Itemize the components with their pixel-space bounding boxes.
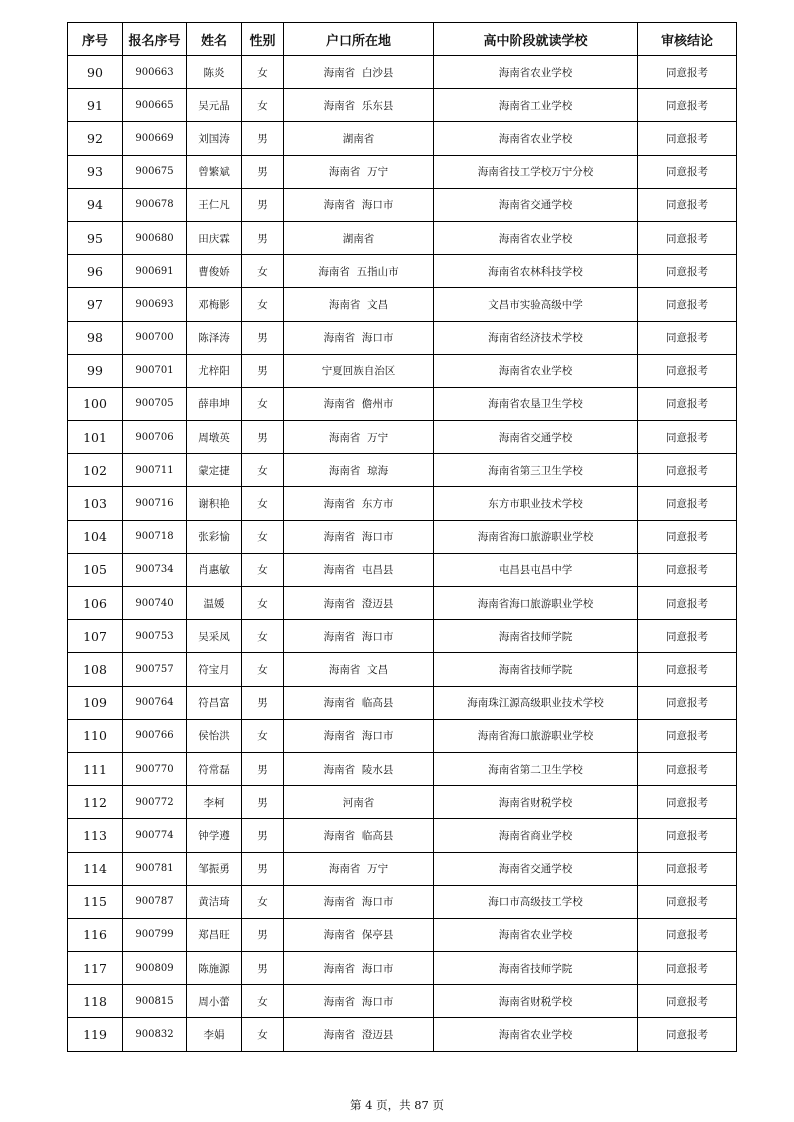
household-cell: 湖南省	[284, 221, 434, 254]
table-row	[68, 520, 737, 553]
table-row	[68, 89, 737, 122]
seq-cell: 97	[68, 288, 123, 321]
seq-cell: 107	[68, 620, 123, 653]
gender-cell: 男	[242, 752, 284, 785]
gender-cell: 女	[242, 653, 284, 686]
seq-cell: 98	[68, 321, 123, 354]
reg-no-cell: 900718	[123, 520, 187, 553]
school-cell: 海南省农业学校	[434, 354, 638, 387]
seq-cell: 91	[68, 89, 123, 122]
reg-no-cell: 900675	[123, 155, 187, 188]
table-row	[68, 719, 737, 752]
name-cell: 符常磊	[187, 752, 242, 785]
header-household: 户口所在地	[284, 23, 434, 56]
table-row	[68, 885, 737, 918]
gender-cell: 女	[242, 620, 284, 653]
table-row	[68, 387, 737, 420]
school-cell: 海南省交通学校	[434, 421, 638, 454]
school-cell: 海南省技师学院	[434, 653, 638, 686]
seq-cell: 106	[68, 587, 123, 620]
reg-no-cell: 900734	[123, 553, 187, 586]
result-cell: 同意报考	[638, 188, 737, 221]
seq-cell: 118	[68, 985, 123, 1018]
header-result: 审核结论	[638, 23, 737, 56]
table-row	[68, 952, 737, 985]
household-cell: 海南省 屯昌县	[284, 553, 434, 586]
household-cell: 海南省 琼海	[284, 454, 434, 487]
result-cell: 同意报考	[638, 321, 737, 354]
result-cell: 同意报考	[638, 918, 737, 951]
name-cell: 李柯	[187, 786, 242, 819]
school-cell: 海南省技师学院	[434, 952, 638, 985]
name-cell: 肖惠敏	[187, 553, 242, 586]
seq-cell: 100	[68, 387, 123, 420]
reg-no-cell: 900716	[123, 487, 187, 520]
gender-cell: 女	[242, 89, 284, 122]
seq-cell: 116	[68, 918, 123, 951]
table-row	[68, 354, 737, 387]
household-cell: 海南省 儋州市	[284, 387, 434, 420]
household-cell: 海南省 文昌	[284, 653, 434, 686]
reg-no-cell: 900669	[123, 122, 187, 155]
household-cell: 海南省 海口市	[284, 952, 434, 985]
reg-no-cell: 900711	[123, 454, 187, 487]
name-cell: 邓梅影	[187, 288, 242, 321]
table-row	[68, 918, 737, 951]
name-cell: 郑昌旺	[187, 918, 242, 951]
school-cell: 海南省交通学校	[434, 852, 638, 885]
reg-no-cell: 900832	[123, 1018, 187, 1051]
reg-no-cell: 900781	[123, 852, 187, 885]
gender-cell: 女	[242, 553, 284, 586]
name-cell: 陈炎	[187, 56, 242, 89]
gender-cell: 男	[242, 354, 284, 387]
school-cell: 海南省工业学校	[434, 89, 638, 122]
name-cell: 符昌富	[187, 686, 242, 719]
gender-cell: 男	[242, 952, 284, 985]
header-reg-no: 报名序号	[123, 23, 187, 56]
header-gender: 性别	[242, 23, 284, 56]
reg-no-cell: 900693	[123, 288, 187, 321]
name-cell: 吴采凤	[187, 620, 242, 653]
school-cell: 海口市高级技工学校	[434, 885, 638, 918]
table-row	[68, 653, 737, 686]
name-cell: 周小蕾	[187, 985, 242, 1018]
name-cell: 温媛	[187, 587, 242, 620]
seq-cell: 105	[68, 553, 123, 586]
table-row	[68, 620, 737, 653]
reg-no-cell: 900799	[123, 918, 187, 951]
gender-cell: 女	[242, 520, 284, 553]
reg-no-cell: 900757	[123, 653, 187, 686]
gender-cell: 女	[242, 56, 284, 89]
reg-no-cell: 900753	[123, 620, 187, 653]
school-cell: 海南省第二卫生学校	[434, 752, 638, 785]
reg-no-cell: 900766	[123, 719, 187, 752]
school-cell: 海南省农垦卫生学校	[434, 387, 638, 420]
gender-cell: 女	[242, 719, 284, 752]
table-row	[68, 487, 737, 520]
seq-cell: 101	[68, 421, 123, 454]
gender-cell: 男	[242, 188, 284, 221]
name-cell: 黄洁琦	[187, 885, 242, 918]
table-row	[68, 553, 737, 586]
name-cell: 曹俊娇	[187, 255, 242, 288]
seq-cell: 111	[68, 752, 123, 785]
table-row	[68, 255, 737, 288]
result-cell: 同意报考	[638, 1018, 737, 1051]
table-row	[68, 1018, 737, 1051]
school-cell: 海南省技工学校万宁分校	[434, 155, 638, 188]
reg-no-cell: 900770	[123, 752, 187, 785]
school-cell: 海南省第三卫生学校	[434, 454, 638, 487]
household-cell: 海南省 海口市	[284, 719, 434, 752]
table-row	[68, 852, 737, 885]
household-cell: 海南省 澄迈县	[284, 1018, 434, 1051]
reg-no-cell: 900815	[123, 985, 187, 1018]
household-cell: 海南省 乐东县	[284, 89, 434, 122]
gender-cell: 女	[242, 587, 284, 620]
household-cell: 海南省 临高县	[284, 686, 434, 719]
reg-no-cell: 900705	[123, 387, 187, 420]
household-cell: 海南省 万宁	[284, 852, 434, 885]
household-cell: 湖南省	[284, 122, 434, 155]
result-cell: 同意报考	[638, 885, 737, 918]
result-cell: 同意报考	[638, 686, 737, 719]
table-row	[68, 56, 737, 89]
household-cell: 海南省 海口市	[284, 188, 434, 221]
gender-cell: 女	[242, 454, 284, 487]
seq-cell: 103	[68, 487, 123, 520]
gender-cell: 男	[242, 918, 284, 951]
name-cell: 尤梓阳	[187, 354, 242, 387]
reg-no-cell: 900740	[123, 587, 187, 620]
table-row	[68, 188, 737, 221]
table-row	[68, 454, 737, 487]
result-cell: 同意报考	[638, 454, 737, 487]
seq-cell: 109	[68, 686, 123, 719]
name-cell: 蒙定捷	[187, 454, 242, 487]
result-cell: 同意报考	[638, 89, 737, 122]
table-row	[68, 686, 737, 719]
seq-cell: 108	[68, 653, 123, 686]
gender-cell: 女	[242, 387, 284, 420]
household-cell: 海南省 保亭县	[284, 918, 434, 951]
household-cell: 海南省 东方市	[284, 487, 434, 520]
household-cell: 海南省 万宁	[284, 155, 434, 188]
household-cell: 海南省 海口市	[284, 520, 434, 553]
school-cell: 海南省农业学校	[434, 221, 638, 254]
result-cell: 同意报考	[638, 985, 737, 1018]
seq-cell: 112	[68, 786, 123, 819]
result-cell: 同意报考	[638, 952, 737, 985]
gender-cell: 男	[242, 686, 284, 719]
table-row	[68, 421, 737, 454]
header-name: 姓名	[187, 23, 242, 56]
school-cell: 海南省交通学校	[434, 188, 638, 221]
seq-cell: 115	[68, 885, 123, 918]
school-cell: 海南珠江源高级职业技术学校	[434, 686, 638, 719]
gender-cell: 男	[242, 155, 284, 188]
seq-cell: 104	[68, 520, 123, 553]
reg-no-cell: 900691	[123, 255, 187, 288]
result-cell: 同意报考	[638, 56, 737, 89]
household-cell: 海南省 文昌	[284, 288, 434, 321]
school-cell: 海南省经济技术学校	[434, 321, 638, 354]
name-cell: 王仁凡	[187, 188, 242, 221]
gender-cell: 女	[242, 487, 284, 520]
gender-cell: 男	[242, 421, 284, 454]
reg-no-cell: 900680	[123, 221, 187, 254]
name-cell: 刘国涛	[187, 122, 242, 155]
school-cell: 海南省农业学校	[434, 122, 638, 155]
table-row	[68, 122, 737, 155]
household-cell: 海南省 万宁	[284, 421, 434, 454]
reg-no-cell: 900774	[123, 819, 187, 852]
household-cell: 海南省 澄迈县	[284, 587, 434, 620]
name-cell: 李娟	[187, 1018, 242, 1051]
gender-cell: 女	[242, 255, 284, 288]
school-cell: 文昌市实验高级中学	[434, 288, 638, 321]
household-cell: 海南省 海口市	[284, 985, 434, 1018]
result-cell: 同意报考	[638, 620, 737, 653]
name-cell: 谢积艳	[187, 487, 242, 520]
household-cell: 海南省 海口市	[284, 620, 434, 653]
result-cell: 同意报考	[638, 786, 737, 819]
reg-no-cell: 900678	[123, 188, 187, 221]
result-cell: 同意报考	[638, 122, 737, 155]
gender-cell: 女	[242, 288, 284, 321]
header-seq: 序号	[68, 23, 123, 56]
school-cell: 屯昌县屯昌中学	[434, 553, 638, 586]
gender-cell: 男	[242, 819, 284, 852]
seq-cell: 99	[68, 354, 123, 387]
school-cell: 海南省海口旅游职业学校	[434, 520, 638, 553]
household-cell: 海南省 临高县	[284, 819, 434, 852]
result-cell: 同意报考	[638, 155, 737, 188]
name-cell: 陈施源	[187, 952, 242, 985]
school-cell: 海南省农业学校	[434, 918, 638, 951]
result-cell: 同意报考	[638, 288, 737, 321]
result-cell: 同意报考	[638, 852, 737, 885]
school-cell: 海南省财税学校	[434, 985, 638, 1018]
seq-cell: 117	[68, 952, 123, 985]
household-cell: 海南省 五指山市	[284, 255, 434, 288]
gender-cell: 女	[242, 985, 284, 1018]
gender-cell: 男	[242, 852, 284, 885]
reg-no-cell: 900706	[123, 421, 187, 454]
name-cell: 田庆霖	[187, 221, 242, 254]
result-cell: 同意报考	[638, 221, 737, 254]
result-cell: 同意报考	[638, 354, 737, 387]
name-cell: 侯怡洪	[187, 719, 242, 752]
name-cell: 符宝月	[187, 653, 242, 686]
household-cell: 宁夏回族自治区	[284, 354, 434, 387]
table-row	[68, 221, 737, 254]
household-cell: 海南省 白沙县	[284, 56, 434, 89]
school-cell: 海南省技师学院	[434, 620, 638, 653]
result-cell: 同意报考	[638, 653, 737, 686]
header-school: 高中阶段就读学校	[434, 23, 638, 56]
result-cell: 同意报考	[638, 255, 737, 288]
household-cell: 河南省	[284, 786, 434, 819]
school-cell: 海南省财税学校	[434, 786, 638, 819]
table-row	[68, 985, 737, 1018]
table-row	[68, 587, 737, 620]
table-header-row	[68, 23, 737, 56]
applicant-review-table	[67, 22, 737, 1052]
seq-cell: 114	[68, 852, 123, 885]
school-cell: 海南省农业学校	[434, 1018, 638, 1051]
reg-no-cell: 900809	[123, 952, 187, 985]
seq-cell: 92	[68, 122, 123, 155]
name-cell: 薛串坤	[187, 387, 242, 420]
seq-cell: 93	[68, 155, 123, 188]
seq-cell: 95	[68, 221, 123, 254]
name-cell: 陈泽涛	[187, 321, 242, 354]
seq-cell: 90	[68, 56, 123, 89]
school-cell: 海南省商业学校	[434, 819, 638, 852]
school-cell: 海南省海口旅游职业学校	[434, 719, 638, 752]
school-cell: 海南省海口旅游职业学校	[434, 587, 638, 620]
seq-cell: 110	[68, 719, 123, 752]
result-cell: 同意报考	[638, 487, 737, 520]
seq-cell: 94	[68, 188, 123, 221]
table-body	[68, 56, 737, 1052]
household-cell: 海南省 海口市	[284, 321, 434, 354]
result-cell: 同意报考	[638, 819, 737, 852]
household-cell: 海南省 海口市	[284, 885, 434, 918]
seq-cell: 102	[68, 454, 123, 487]
gender-cell: 女	[242, 1018, 284, 1051]
result-cell: 同意报考	[638, 421, 737, 454]
reg-no-cell: 900772	[123, 786, 187, 819]
table-row	[68, 155, 737, 188]
name-cell: 周墩英	[187, 421, 242, 454]
reg-no-cell: 900700	[123, 321, 187, 354]
gender-cell: 男	[242, 321, 284, 354]
household-cell: 海南省 陵水县	[284, 752, 434, 785]
school-cell: 海南省农业学校	[434, 56, 638, 89]
result-cell: 同意报考	[638, 719, 737, 752]
result-cell: 同意报考	[638, 387, 737, 420]
result-cell: 同意报考	[638, 553, 737, 586]
name-cell: 钟学遵	[187, 819, 242, 852]
result-cell: 同意报考	[638, 520, 737, 553]
reg-no-cell: 900764	[123, 686, 187, 719]
name-cell: 曾繁斌	[187, 155, 242, 188]
name-cell: 张彩愉	[187, 520, 242, 553]
table-row	[68, 786, 737, 819]
table-row	[68, 752, 737, 785]
name-cell: 吴元晶	[187, 89, 242, 122]
gender-cell: 男	[242, 786, 284, 819]
reg-no-cell: 900663	[123, 56, 187, 89]
gender-cell: 女	[242, 885, 284, 918]
gender-cell: 男	[242, 122, 284, 155]
reg-no-cell: 900665	[123, 89, 187, 122]
table-row	[68, 819, 737, 852]
reg-no-cell: 900701	[123, 354, 187, 387]
school-cell: 海南省农林科技学校	[434, 255, 638, 288]
table-row	[68, 321, 737, 354]
result-cell: 同意报考	[638, 752, 737, 785]
seq-cell: 96	[68, 255, 123, 288]
seq-cell: 113	[68, 819, 123, 852]
seq-cell: 119	[68, 1018, 123, 1051]
page-footer: 第 4 页，共 87 页	[349, 1098, 445, 1112]
reg-no-cell: 900787	[123, 885, 187, 918]
gender-cell: 男	[242, 221, 284, 254]
table-row	[68, 288, 737, 321]
school-cell: 东方市职业技术学校	[434, 487, 638, 520]
result-cell: 同意报考	[638, 587, 737, 620]
name-cell: 邹振勇	[187, 852, 242, 885]
